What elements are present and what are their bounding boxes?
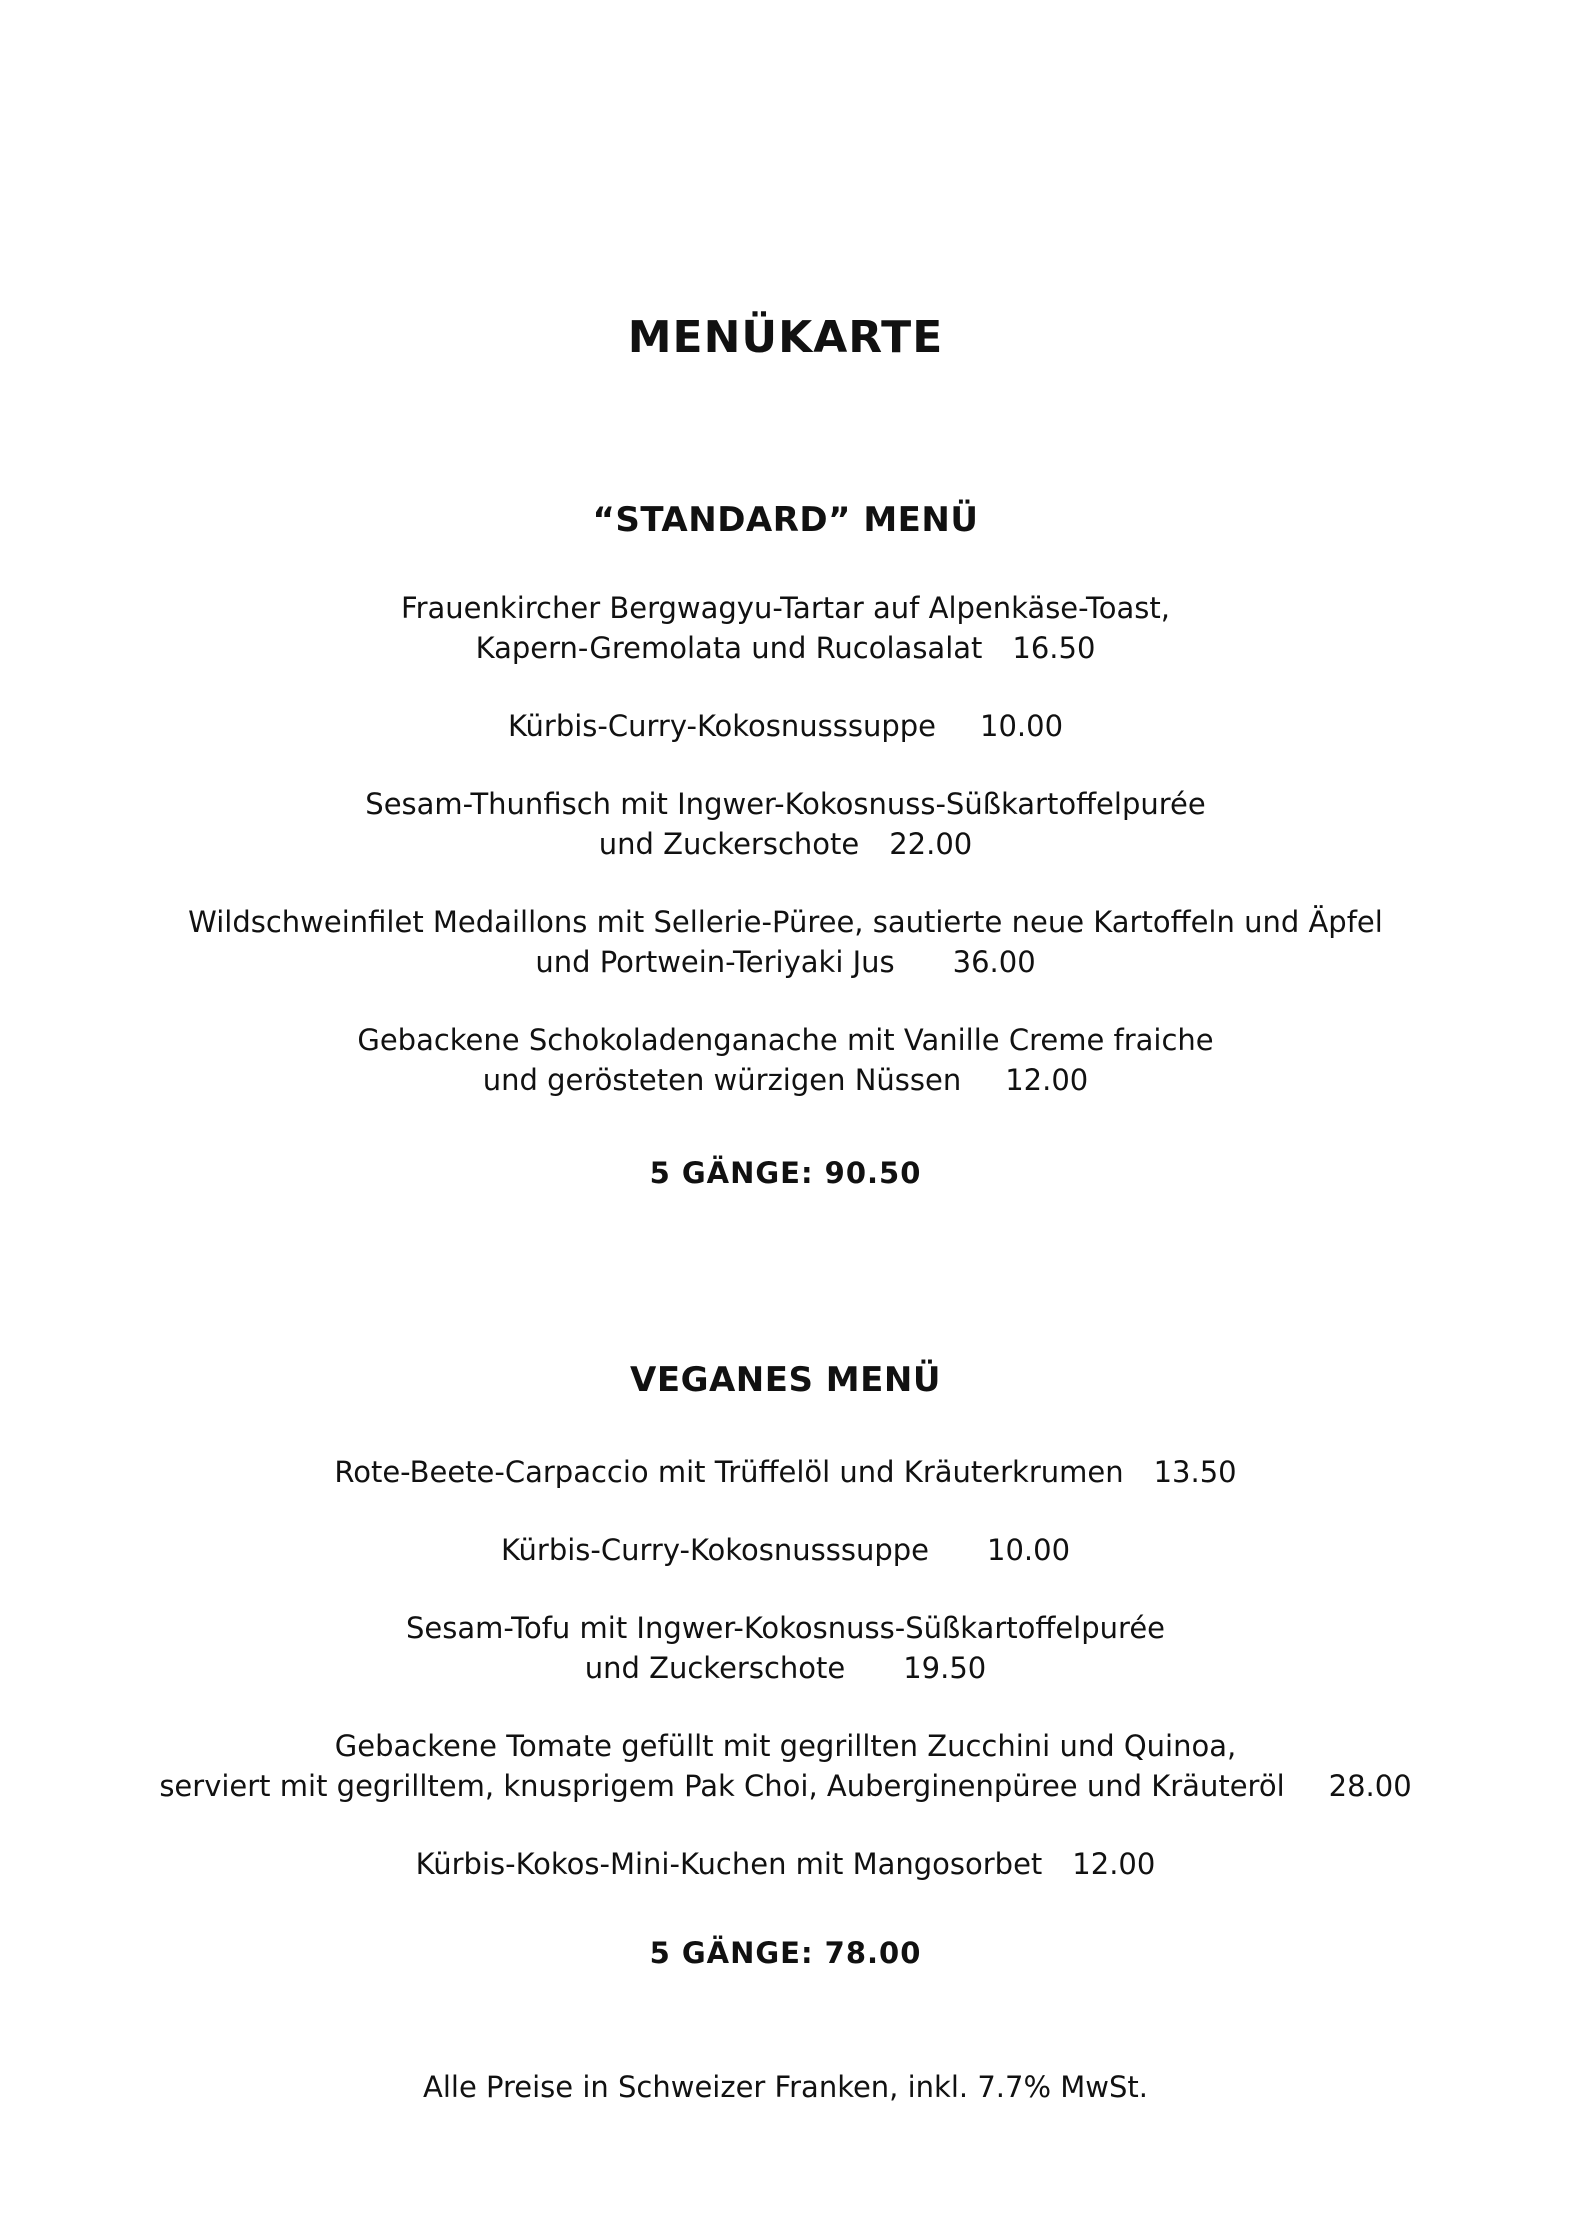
- menu-item-description: Kürbis-Curry-Kokosnusssuppe: [507, 709, 937, 743]
- menu-item: [0, 784, 1571, 864]
- menu-item-price: 19.50: [903, 1651, 987, 1685]
- menu-item-description: Rote-Beete-Carpaccio mit Trüffelöl und Kräuterkrumen: [334, 1455, 1124, 1489]
- menu-item: [0, 706, 1571, 746]
- menu-item-description: Gebackene Tomate gefüllt mit gegrillten Zucchini und Quinoa,: [334, 1729, 1237, 1763]
- menu-item-price: 12.00: [1072, 1847, 1156, 1881]
- menu-item: [0, 1608, 1571, 1688]
- menu-item-description: Frauenkircher Bergwagyu-Tartar auf Alpenkäse-Toast,: [401, 591, 1170, 625]
- menu-item-price: 10.00: [980, 709, 1064, 743]
- menu-item-description: Kapern-Gremolata und Rucolasalat: [475, 631, 983, 665]
- menu-item-price: 10.00: [987, 1533, 1071, 1567]
- menu-item-description: und gerösteten würzigen Nüssen: [482, 1063, 962, 1097]
- vegan-menu-heading: VEGANES MENÜ: [630, 1360, 941, 1400]
- menu-item: [0, 1726, 1571, 1806]
- menu-item-description: und Zuckerschote: [598, 827, 860, 861]
- menu-item-description: und Portwein-Teriyaki Jus: [535, 945, 895, 979]
- menu-item: [0, 902, 1571, 982]
- vegan-menu-total: 5 GÄNGE: 78.00: [649, 1936, 922, 1970]
- menu-item-price: 28.00: [1328, 1769, 1412, 1803]
- menu-item-description: und Zuckerschote: [584, 1651, 846, 1685]
- standard-menu-total: 5 GÄNGE: 90.50: [649, 1156, 922, 1190]
- menu-item: [0, 1530, 1571, 1570]
- menu-item: [0, 1452, 1571, 1492]
- menu-item-description: serviert mit gegrilltem, knusprigem Pak Choi, Auberginenpüree und Kräuteröl: [159, 1769, 1285, 1803]
- menu-item: [0, 588, 1571, 668]
- menu-item-price: 16.50: [1012, 631, 1096, 665]
- menu-item-description: Gebackene Schokoladenganache mit Vanille Creme fraiche: [357, 1023, 1214, 1057]
- menu-item-price: 12.00: [1005, 1063, 1089, 1097]
- price-footnote: Alle Preise in Schweizer Franken, inkl. 7.7% MwSt.: [423, 2070, 1148, 2104]
- menu-item: [0, 1020, 1571, 1100]
- menu-item-description: Kürbis-Curry-Kokosnusssuppe: [500, 1533, 930, 1567]
- menu-item-description: Kürbis-Kokos-Mini-Kuchen mit Mangosorbet: [415, 1847, 1043, 1881]
- menu-item-price: 22.00: [889, 827, 973, 861]
- menu-item-price: 36.00: [952, 945, 1036, 979]
- standard-menu-heading: “STANDARD” MENÜ: [592, 500, 979, 540]
- menu-item-description: Sesam-Thunfisch mit Ingwer-Kokosnuss-Süßkartoffelpurée: [365, 787, 1206, 821]
- menu-item-description: Wildschweinfilet Medaillons mit Sellerie-Püree, sautierte neue Kartoffeln und Äpfel: [188, 905, 1383, 939]
- page-title: MENÜKARTE: [627, 312, 944, 363]
- menu-item: [0, 1844, 1571, 1884]
- menu-item-price: 13.50: [1153, 1455, 1237, 1489]
- menu-item-description: Sesam-Tofu mit Ingwer-Kokosnuss-Süßkartoffelpurée: [406, 1611, 1165, 1645]
